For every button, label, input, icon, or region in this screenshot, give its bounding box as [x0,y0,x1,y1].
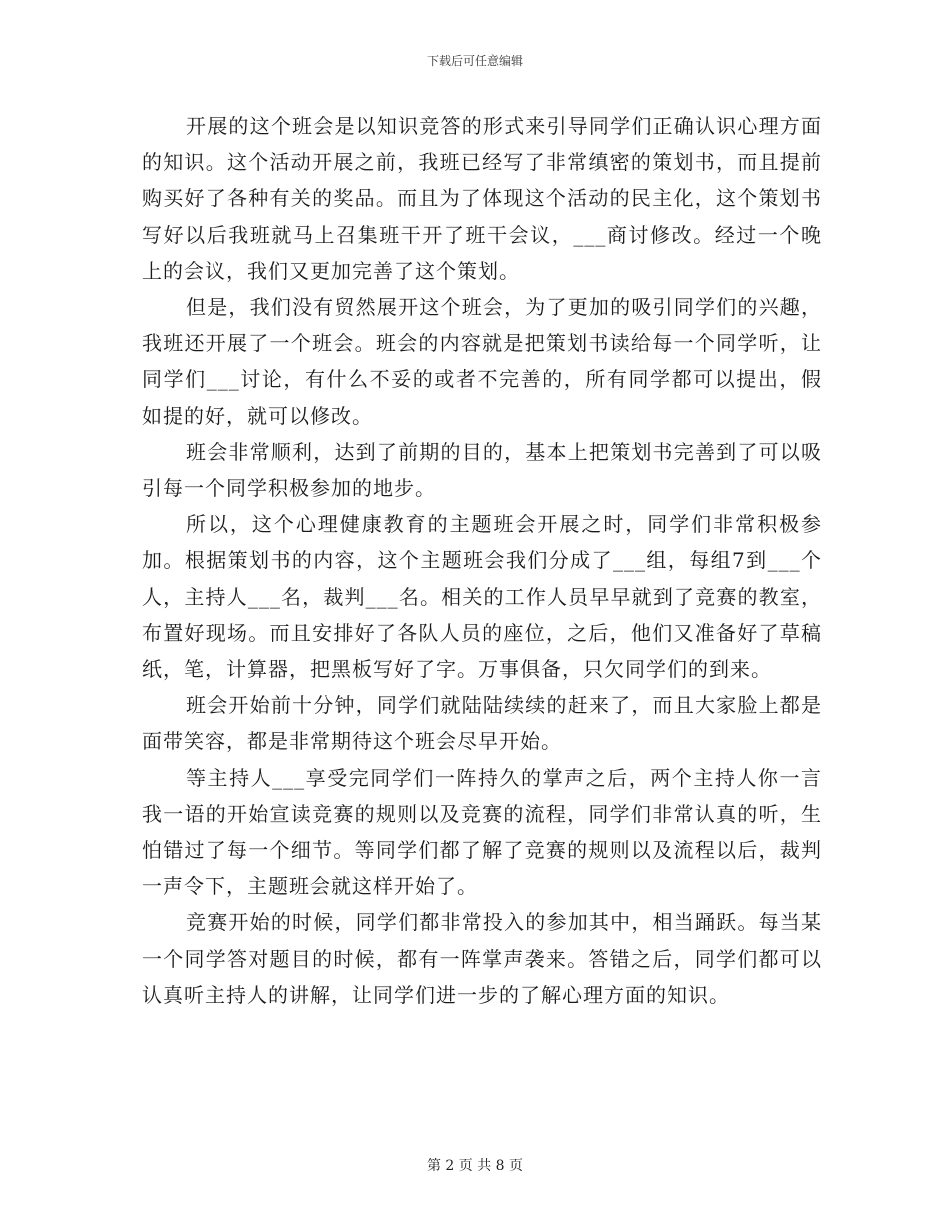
paragraph: 等主持人___享受完同学们一阵持久的掌声之后，两个主持人你一言我一语的开始宣读竞赛的规则以及竞赛的流程，同学们非常认真的听，生怕错过了每一个细节。等同学们都了解了竞赛的规则以及流程以后，裁判一声令下，主题班会就这样开始了。 [142,765,822,899]
page-number-footer: 第 2 页 共 8 页 [426,1158,524,1174]
paragraph: 所以，这个心理健康教育的主题班会开展之时，同学们非常积极参加。根据策划书的内容，这个主题班会我们分成了___组，每组7到___个人，主持人___名，裁判___名。相关的工作人员早早就到了竞赛的教室，布置好现场。而且安排好了各队人员的座位，之后，他们又准备好了草稿纸，笔，计算器，把黑板写好了字。万事俱备，只欠同学们的到来。 [142,512,822,682]
paragraph: 班会非常顺利，达到了前期的目的，基本上把策划书完善到了可以吸引每一个同学积极参加的地步。 [142,439,822,501]
page-header: 下载后可任意编辑 [426,54,523,68]
document-body [142,108,822,1013]
paragraph: 班会开始前十分钟，同学们就陆陆续续的赶来了，而且大家脸上都是面带笑容，都是非常期待这个班会尽早开始。 [142,693,822,754]
paragraph: 但是，我们没有贸然展开这个班会，为了更加的吸引同学们的兴趣，我班还开展了一个班会。班会的内容就是把策划书读给每一个同学听，让同学们___讨论，有什么不妥的或者不完善的，所有同学都可以提出，假如提的好，就可以修改。 [142,295,822,428]
paragraph: 竞赛开始的时候，同学们都非常投入的参加其中，相当踊跃。每当某一个同学答对题目的时候，都有一阵掌声袭来。答错之后，同学们都可以认真听主持人的讲解，让同学们进一步的了解心理方面的知识。 [142,910,822,1007]
paragraph: 开展的这个班会是以知识竞答的形式来引导同学们正确认识心理方面的知识。这个活动开展之前，我班已经写了非常缜密的策划书，而且提前购买好了各种有关的奖品。而且为了体现这个活动的民主化，这个策划书写好以后我班就马上召集班干开了班干会议，___商讨修改。经过一个晚上的会议，我们又更加完善了这个策划。 [142,114,822,283]
